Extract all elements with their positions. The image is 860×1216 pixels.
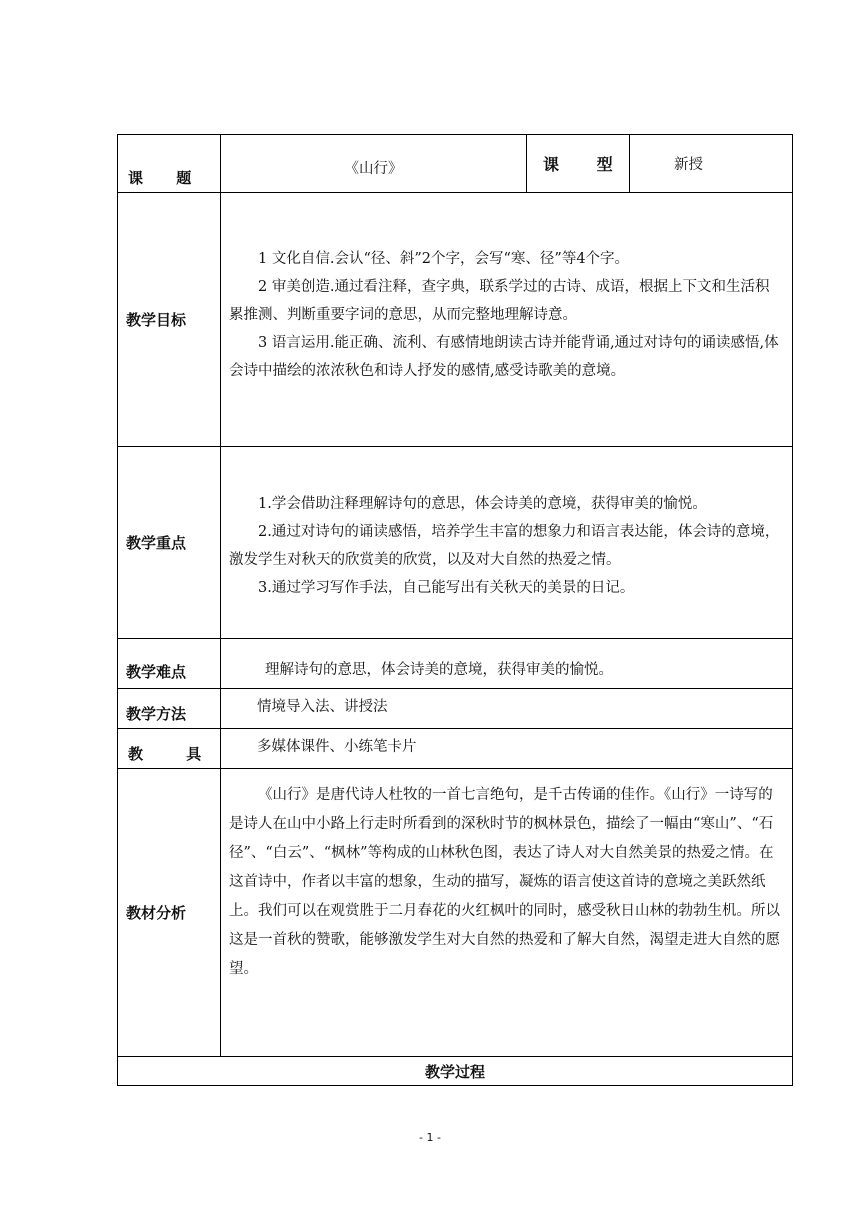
page-number: - 1 - <box>419 1131 441 1144</box>
analysis-cell <box>221 769 793 1057</box>
type-label-b: 型 <box>596 155 613 174</box>
objective-item: 2 审美创造.通过看注释，查字典，联系学过的古诗、成语，根据上下文和生活积累推测、判断重要字词的意思，从而完整地理解诗意。 <box>229 278 770 323</box>
key-points-row <box>118 447 793 639</box>
key-points-label: 教学重点 <box>126 534 187 552</box>
difficulty-label-cell <box>118 639 221 689</box>
type-label-cell <box>527 135 630 193</box>
tools-label-cell <box>118 729 221 769</box>
type-value: 新授 <box>674 157 703 173</box>
objective-item: 1 文化自信.会认“径、斜”2个字，会写“寒、径”等4个字。 <box>258 250 630 267</box>
key-point-item: 2.通过对诗句的诵读感悟，培养学生丰富的想象力和语言表达能，体会诗的意境，激发学生对秋天的欣赏美的欣赏，以及对大自然的热爱之情。 <box>229 523 780 568</box>
objective-item: 3 语言运用.能正确、流利、有感情地朗读古诗并能背诵,通过对诗句的诵读感悟,体会诗中描绘的浓浓秋色和诗人抒发的感情,感受诗歌美的意境。 <box>229 334 779 379</box>
difficulty-value: 理解诗句的意思，体会诗美的意境，获得审美的愉悦。 <box>265 662 613 678</box>
difficulty-row <box>118 639 793 689</box>
tools-label-a: 教 <box>128 745 144 763</box>
key-point-item: 1.学会借助注释理解诗句的意思，体会诗美的意境，获得审美的愉悦。 <box>258 495 707 512</box>
type-value-cell <box>630 135 793 193</box>
difficulty-label: 教学难点 <box>126 663 187 681</box>
method-value: 情境导入法、讲授法 <box>257 699 388 715</box>
difficulty-cell <box>221 639 793 689</box>
analysis-text: 《山行》是唐代诗人杜牧的一首七言绝句，是千古传诵的佳作。《山行》一诗写的是诗人在山中小路上行走时所看到的深秋时节的枫林景色，描绘了一幅由“寒山”、“石径”、“白云”、“枫林”等构成的山林秋色图，表达了诗人对大自然美景的热爱之情。在这首诗中，作者以丰富的想象，生动的描写，凝炼的语言使这首诗的意境之美跃然纸上。我们可以在观赏胜于二月春花的火红枫叶的同时，感受秋日山林的勃勃生机。所以这是一首秋的赞歌，能够激发学生对大自然的热爱和了解大自然，渴望走进大自然的愿望。 <box>229 787 780 977</box>
type-label-a: 课 <box>543 155 560 174</box>
key-points-label-cell <box>118 447 221 639</box>
method-label: 教学方法 <box>126 705 187 723</box>
key-point-item: 3.通过学习写作手法，自己能写出有关秋天的美景的日记。 <box>258 579 635 596</box>
analysis-label-cell <box>118 769 221 1057</box>
analysis-row <box>118 769 793 1057</box>
key-points-cell <box>221 447 793 639</box>
objectives-cell <box>221 193 793 447</box>
tools-cell <box>221 729 793 769</box>
process-cell <box>118 1057 793 1086</box>
objectives-label-cell <box>118 193 221 447</box>
page-footer <box>0 1131 860 1144</box>
process-row <box>118 1057 793 1086</box>
title-row <box>118 135 793 193</box>
objectives-label: 教学目标 <box>126 311 187 329</box>
method-row <box>118 689 793 729</box>
lesson-plan-table <box>117 134 793 1086</box>
tools-row <box>118 729 793 769</box>
method-label-cell <box>118 689 221 729</box>
method-cell <box>221 689 793 729</box>
objectives-row <box>118 193 793 447</box>
title-value: 《山行》 <box>344 161 403 177</box>
tools-value: 多媒体课件、小练笔卡片 <box>257 739 417 755</box>
title-label-a: 课 <box>128 169 144 187</box>
process-heading: 教学过程 <box>424 1062 485 1081</box>
tools-label-b: 具 <box>186 745 202 763</box>
analysis-label: 教材分析 <box>126 904 187 922</box>
title-value-cell <box>221 135 527 193</box>
title-label-cell <box>118 135 221 193</box>
title-label-b: 题 <box>176 169 192 187</box>
